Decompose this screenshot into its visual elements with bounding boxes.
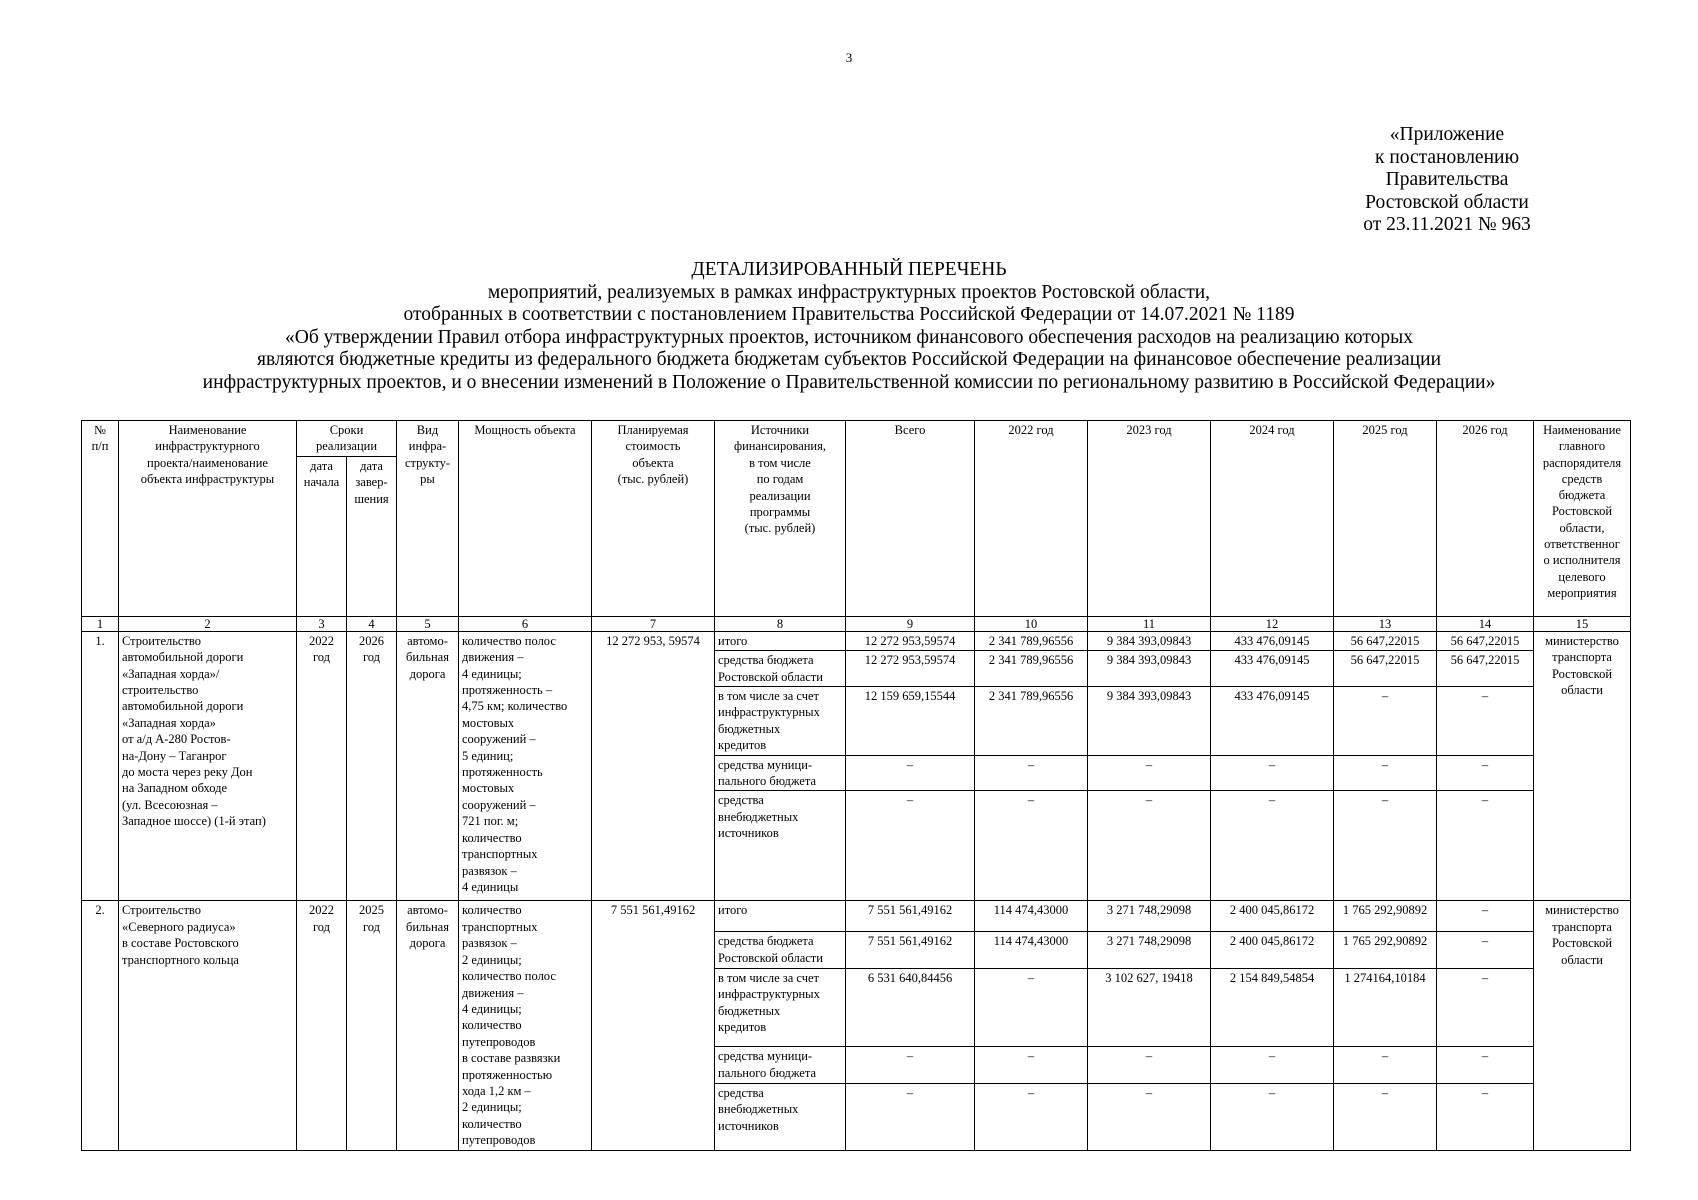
project-row (82, 631, 1631, 650)
funding-source: в том числе за счет инфраструктурных бюджетных кредитов (715, 968, 846, 1047)
header-capacity: Мощность объекта (459, 421, 592, 617)
funding-source: средства муници- пального бюджета (715, 755, 846, 791)
amount-2024: 433 476,09145 (1211, 651, 1334, 687)
amount-2022: 2 341 789,96556 (975, 651, 1088, 687)
amount-total: 12 272 953,59574 (846, 631, 975, 650)
header-total: Всего (846, 421, 975, 617)
row-number: 1. (82, 631, 119, 901)
amount-2022: – (975, 968, 1088, 1047)
header-row (82, 421, 1631, 457)
amount-2022: 2 341 789,96556 (975, 687, 1088, 756)
amount-2024: 433 476,09145 (1211, 631, 1334, 650)
amount-2023: – (1088, 1047, 1211, 1084)
col-number: 7 (592, 616, 715, 631)
amount-total: 7 551 561,49162 (846, 901, 975, 932)
project-row (82, 901, 1631, 932)
amount-2024: – (1211, 1047, 1334, 1084)
amount-2023: 9 384 393,09843 (1088, 687, 1211, 756)
document-title (0, 259, 1698, 394)
amount-2022: – (975, 1084, 1088, 1150)
page-number: 3 (845, 50, 853, 65)
amount-2025: 1 765 292,90892 (1334, 901, 1437, 932)
end-date: 2026 год (347, 631, 397, 901)
funding-source: средства бюджета Ростовской области (715, 651, 846, 687)
col-number: 3 (297, 616, 347, 631)
amount-2026: – (1437, 1047, 1534, 1084)
amount-total: 7 551 561,49162 (846, 932, 975, 969)
amount-2025: – (1334, 1047, 1437, 1084)
amount-2026: – (1437, 968, 1534, 1047)
amount-2026: – (1437, 901, 1534, 932)
amount-total: 12 272 953,59574 (846, 651, 975, 687)
amount-2025: – (1334, 791, 1437, 901)
col-number: 4 (347, 616, 397, 631)
amount-2023: 9 384 393,09843 (1088, 651, 1211, 687)
amount-2025: 1 765 292,90892 (1334, 932, 1437, 969)
amount-total: – (846, 755, 975, 791)
responsible-ministry: министерство транспорта Ростовской области (1534, 901, 1631, 1150)
amount-2026: – (1437, 755, 1534, 791)
header-manager: Наименование главного распорядителя средств бюджета Ростовской области, ответственног о исполнителя целевого мероприятия (1534, 421, 1631, 617)
col-number: 5 (397, 616, 459, 631)
amount-2025: 1 274164,10184 (1334, 968, 1437, 1047)
amount-2023: – (1088, 791, 1211, 901)
col-number: 1 (82, 616, 119, 631)
approval-line: от 23.11.2021 № 963 (1363, 214, 1531, 235)
header-num: № п/п (82, 421, 119, 617)
header-2022: 2022 год (975, 421, 1088, 617)
col-number: 8 (715, 616, 846, 631)
col-number: 12 (1211, 616, 1334, 631)
amount-2023: 9 384 393,09843 (1088, 631, 1211, 650)
header-start-date: дата начала (297, 456, 347, 616)
project-name: Строительство автомобильной дороги «Западная хорда»/ строительство автомобильной дороги «Западная хорда» от а/д А-280 Ростов- на-Дону – Таганрог до моста через реку Дон на Западном обходе (ул. Всесоюзная – Западное шоссе) (1-й этап) (119, 631, 297, 901)
title-line: являются бюджетные кредиты из федерального бюджета бюджетам субъектов Российской Федерации на финансовое обеспечение реализации (256, 349, 1442, 370)
title-line: «Об утверждении Правил отбора инфраструктурных проектов, источником финансового обеспечения расходов на реализацию которых (285, 326, 1413, 348)
amount-2022: 2 341 789,96556 (975, 631, 1088, 650)
title-line: отобранных в соответствии с постановлением Правительства Российской Федерации от 14.07.2021 № 1189 (403, 304, 1295, 325)
planned-cost: 12 272 953, 59574 (592, 631, 715, 901)
funding-source: средства внебюджетных источников (715, 1084, 846, 1150)
amount-2025: – (1334, 755, 1437, 791)
col-number: 14 (1437, 616, 1534, 631)
amount-total: – (846, 1084, 975, 1150)
approval-line: Правительства (1385, 169, 1509, 190)
col-number: 15 (1534, 616, 1631, 631)
amount-2025: 56 647,22015 (1334, 651, 1437, 687)
header-2025: 2025 год (1334, 421, 1437, 617)
amount-2023: 3 271 748,29098 (1088, 932, 1211, 969)
infrastructure-type: автомо- бильная дорога (397, 631, 459, 901)
amount-total: 6 531 640,84456 (846, 968, 975, 1047)
projects-table (81, 420, 1631, 1151)
col-number: 9 (846, 616, 975, 631)
amount-2022: 114 474,43000 (975, 932, 1088, 969)
amount-2026: – (1437, 1084, 1534, 1150)
amount-total: 12 159 659,15544 (846, 687, 975, 756)
amount-2024: 433 476,09145 (1211, 687, 1334, 756)
col-number: 10 (975, 616, 1088, 631)
title-line: инфраструктурных проектов, и о внесении изменений в Положение о Правительственной комиссии по региональному развитию в Российской Федерации» (202, 371, 1496, 393)
title-line: мероприятий, реализуемых в рамках инфраструктурных проектов Ростовской области, (487, 281, 1211, 303)
amount-2024: 2 400 045,86172 (1211, 932, 1334, 969)
amount-total: – (846, 1047, 975, 1084)
funding-source: средства бюджета Ростовской области (715, 932, 846, 969)
header-type: Вид инфра- структу- ры (397, 421, 459, 617)
amount-2022: – (975, 755, 1088, 791)
object-capacity: количество транспортных развязок – 2 единицы; количество полос движения – 4 единицы; количество путепроводов в составе развязки протяженностью хода 1,2 км – 2 единицы; количество путепроводов (459, 901, 592, 1150)
col-number: 11 (1088, 616, 1211, 631)
header-sources: Источники финансирования, в том числе по годам реализации программы (тыс. рублей) (715, 421, 846, 617)
header-cost: Планируемая стоимость объекта (тыс. рублей) (592, 421, 715, 617)
amount-2025: – (1334, 687, 1437, 756)
amount-2023: 3 102 627, 19418 (1088, 968, 1211, 1047)
approval-line: к постановлению (1374, 146, 1520, 168)
amount-total: – (846, 791, 975, 901)
amount-2022: 114 474,43000 (975, 901, 1088, 932)
start-date: 2022 год (297, 901, 347, 1150)
col-number: 13 (1334, 616, 1437, 631)
funding-source: итого (715, 631, 846, 650)
header-2026: 2026 год (1437, 421, 1534, 617)
amount-2024: – (1211, 755, 1334, 791)
amount-2026: 56 647,22015 (1437, 651, 1534, 687)
planned-cost: 7 551 561,49162 (592, 901, 715, 1150)
responsible-ministry: министерство транспорта Ростовской области (1534, 631, 1631, 901)
amount-2026: – (1437, 687, 1534, 756)
funding-source: итого (715, 901, 846, 932)
header-end-date: дата завер- шения (347, 456, 397, 616)
col-number: 2 (119, 616, 297, 631)
header-2024: 2024 год (1211, 421, 1334, 617)
approval-line: Ростовской области (1365, 191, 1529, 213)
project-name: Строительство «Северного радиуса» в составе Ростовского транспортного кольца (119, 901, 297, 1150)
amount-2024: – (1211, 791, 1334, 901)
object-capacity: количество полос движения – 4 единицы; протяженность – 4,75 км; количество мостовых сооружений – 5 единиц; протяженность мостовых сооружений – 721 пог. м; количество транспортных развязок – 4 единицы (459, 631, 592, 901)
funding-source: средства внебюджетных источников (715, 791, 846, 901)
header-2023: 2023 год (1088, 421, 1211, 617)
amount-2023: – (1088, 1084, 1211, 1150)
column-numbers-row (82, 616, 1631, 631)
amount-2025: – (1334, 1084, 1437, 1150)
start-date: 2022 год (297, 631, 347, 901)
amount-2024: 2 154 849,54854 (1211, 968, 1334, 1047)
approval-line: «Приложение (1389, 124, 1505, 145)
funding-source: средства муници- пального бюджета (715, 1047, 846, 1084)
col-number: 6 (459, 616, 592, 631)
amount-2024: – (1211, 1084, 1334, 1150)
amount-2022: – (975, 1047, 1088, 1084)
end-date: 2025 год (347, 901, 397, 1150)
title-heading: ДЕТАЛИЗИРОВАННЫЙ ПЕРЕЧЕНЬ (691, 259, 1007, 280)
row-number: 2. (82, 901, 119, 1150)
amount-2023: 3 271 748,29098 (1088, 901, 1211, 932)
amount-2023: – (1088, 755, 1211, 791)
amount-2026: – (1437, 791, 1534, 901)
amount-2024: 2 400 045,86172 (1211, 901, 1334, 932)
header-name: Наименование инфраструктурного проекта/наименование объекта инфраструктуры (119, 421, 297, 617)
funding-source: в том числе за счет инфраструктурных бюджетных кредитов (715, 687, 846, 756)
amount-2026: 56 647,22015 (1437, 631, 1534, 650)
header-terms: Сроки реализации (297, 421, 397, 457)
approval-block (1202, 124, 1542, 237)
amount-2025: 56 647,22015 (1334, 631, 1437, 650)
amount-2026: – (1437, 932, 1534, 969)
amount-2022: – (975, 791, 1088, 901)
infrastructure-type: автомо- бильная дорога (397, 901, 459, 1150)
